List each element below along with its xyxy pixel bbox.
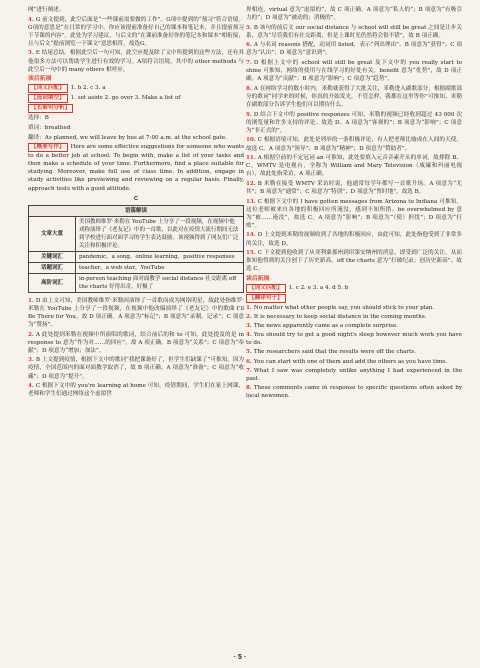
item-text: 界相连。virtual 意为“虚拟的”，故 C 项正确。A 项意为“私人的”；B 项意为“有吸引力的”；D 项意为“被动的；消极的”。 <box>246 7 462 22</box>
item-number: 4. <box>28 16 34 23</box>
vocab-match-tag: 【词义匹配】 <box>28 84 68 93</box>
item-number: 7. <box>246 60 252 67</box>
table-key: 高阶词汇 <box>29 273 76 292</box>
table-value: pandemic，a song，online learning，positive responses <box>76 251 244 262</box>
item-number: 4. <box>28 383 34 390</box>
item-number: 7. <box>246 367 252 374</box>
answer-item <box>28 16 244 48</box>
answer-item <box>246 249 462 273</box>
item-text: A 此处提到米勒在视频中所演唱的歌词，结合前后的和 to 可知，此处提及的是 in response to 意为“作为对……的回应”，故 A 项正确。B 项意为“关系”；C 项意为“奉献”；D 项意为“增加；加法”。 <box>28 331 244 354</box>
item-number: 14. <box>246 232 256 239</box>
translation-sentences <box>246 304 462 400</box>
vocab-match-tag-right: 【词义匹配】 <box>246 284 286 293</box>
translation-tag: 【翻译句子】 <box>246 294 286 303</box>
item-number: 6. <box>246 42 252 49</box>
vocab-match-line <box>28 84 244 93</box>
long-sentence-answer: 填词：breathed <box>28 124 71 131</box>
summary-text: Here are some effective suggestions for someone who wants to do a better job at school. To begin with, make a list of your tasks and then make a schedule of your time. Furthermore, find a place suitable for studying. Moreover, make full use of class time. In addition, engage in study activities like previewing and reviewing on a regular basis. Finally, approach tests with a good attitude. <box>28 144 244 192</box>
answer-item <box>246 24 462 40</box>
long-sentence-answer: 选择：B <box>28 115 49 122</box>
item-number: 4. <box>246 332 252 339</box>
answer-item <box>246 198 462 230</box>
left-answer-list <box>28 6 244 74</box>
table-row <box>29 216 244 251</box>
table-key: 关键词汇 <box>29 251 76 262</box>
section-c-answers <box>28 297 244 399</box>
item-text: D 上文提到米勒的视频收到了各地的积极回应，由此可知，此处指他受到了非常多的关注，故选 D。 <box>246 232 462 247</box>
item-text: D 结合下文中的 positive responses 可知，米勒的视频已经收到超过 43 000 次的浏览量和许多支持的评论。故选 D。A 项意为“客观的”；B 项意为“影响”；C 项意为“非正式的”。 <box>246 111 462 134</box>
item-text: B 上文提到疫情，根据下文中的歌词“我把课备好了，但学生们缺课了”可推知，因为疫情，全国范围内的面对面教学取消了，故 B 项正确。A 项意为“准备”；C 项意为“收藏”；D 项意为“提升”。 <box>28 357 244 380</box>
summary-tag: 【概要写作】 <box>28 143 68 152</box>
item-number: 5. <box>28 50 34 57</box>
table-key: 话题词汇 <box>29 262 76 273</box>
item-text: B 该句的前后文 our social distance 与 school will still be great 之间是让步关系，意为“尽管我们有社交距离，但是上课时光仍然将会很不错”，故 B 项正确。 <box>246 24 462 39</box>
item-number: 9. <box>246 111 252 118</box>
answer-item <box>246 331 462 347</box>
vocab-match-line-right <box>246 284 462 293</box>
section-title-extension: 读后拓展 <box>28 75 52 83</box>
answer-item <box>28 356 244 380</box>
item-number: 13. <box>246 198 256 205</box>
item-text: C 根据下文中的 I have gotten messages from Arizona to Indiana 可推知，这位老师被来自各地的积极回应所淹没，感到不知所措。be overwhelmed by 意为“被……淹没”，故选 C。A 项意为“影响”；B 项意为“（使）担忧”；D 项意为“打败”。 <box>246 198 462 229</box>
answer-item <box>28 6 244 14</box>
item-text: The news apparently came as a complete surprise. <box>253 323 398 330</box>
item-number: 15. <box>246 250 256 257</box>
answer-item <box>28 297 244 329</box>
item-text: What I saw was completely unlike anything I had experienced in the past. <box>246 367 462 382</box>
table-value: 美国教师维罗·米勒在 YouTube 上分享了一段视频，在视频中他戏称演绎了《老友记》中的一首歌，以此对在疫情大流行期间无法到学校进行面对面学习的学生表达鼓励。该视频得到了网友们广泛关注和积极评论。 <box>76 216 244 251</box>
item-text: You should try to get a good night's sleep however much work you have to do. <box>246 332 462 347</box>
answer-item <box>28 331 244 355</box>
long-sentence-answer: 翻译：As planned, we will leave by bus at 7:00 a.m. at the school gate. <box>28 134 227 141</box>
left-column <box>28 6 244 400</box>
long-sentence-line <box>28 104 244 113</box>
answer-item <box>246 348 462 356</box>
table-row <box>29 262 244 273</box>
item-text: These comments came in response to specific questions often asked by local newsmen. <box>246 384 462 399</box>
page-number: · 5 · <box>233 654 247 661</box>
item-text: D 由上文可知，美国教师维罗·米勒因演绎了一首歌而成为网络明星，故此处指维罗·米勒在 YouTube 上分享了一段视频，在视频中他改编演绎了《老友记》中的歌曲 I'll Be There for You。故 D 项正确。A 项意为“标记”；B 项意为“录制，记录”；C 项意为“赞扬”。 <box>28 297 244 328</box>
item-number: 11. <box>246 155 256 162</box>
item-text: It is necessary to keep social distance in the coming months. <box>253 314 427 321</box>
item-text: E 结尾总结。根据此空后一句可知，此空应提及除了文中所提到的这些方法，还有其他很多方法可以帮助学生进行有效的学习。A项符合语境，其中的 other methods 与此空后一句中的 many others 相呼应。 <box>28 50 244 73</box>
answer-item <box>246 6 462 22</box>
item-number: 6. <box>246 358 252 365</box>
phrase-fill-tag: 【选词填空】 <box>28 94 68 103</box>
section-title-extension-right: 读后拓展 <box>246 274 270 282</box>
phrase-fill-line <box>28 94 244 103</box>
translation-line <box>246 294 462 303</box>
table-key: 文章大意 <box>29 216 76 251</box>
item-number: 3. <box>28 357 34 364</box>
item-number: 2. <box>246 314 252 321</box>
answer-item <box>246 41 462 57</box>
table-row <box>29 273 244 292</box>
right-column <box>246 6 462 401</box>
answer-item <box>246 180 462 196</box>
item-number: 2. <box>28 331 34 338</box>
item-text: A 在网络学习的数小时内，米勒就获得了大批关注，米勒进入副歌部分，根据副歌部分的歌词“同学来的时候，你真的开始发光。不管怎样，我都在这里等你”可推知，米勒在副歌部分告诉学生他们可以期待什么。 <box>246 85 462 109</box>
item-text: C 根据语境可知，此处是列举的一条积极评论，有人把老师比喻成在人间的天使。故选 C。A 项意为“领导”；B 项意为“精神”；D 项意为“赞助者”。 <box>246 137 462 152</box>
table-value: in-person teaching 面对面教学 social distance 社交距离 off the charts 好得出奇，好极了 <box>76 273 244 292</box>
answer-item <box>246 322 462 330</box>
item-text: D 根据上文中的 school will still be great 及下文中的 you really start to shine 可推知，网络的使用与在线学习的好处有关。benefit 意为“优势”，故 D 项正确。A 项意为“贡献”；B 项意为“影响”；C 项意为“趋势”。 <box>246 60 462 83</box>
item-text: No matter what other people say, you should stick to your plan. <box>253 305 435 311</box>
table-row <box>29 251 244 262</box>
answer-item <box>246 111 462 135</box>
table-value: teacher，a web star，YouTube <box>76 262 244 273</box>
section-c-heading: C <box>133 195 139 202</box>
answer-item <box>246 358 462 366</box>
item-text: A 与名词 reasons 搭配，动词用 listed，表示“列出理由”。B 项意为“获得”；C 项意为“认出”；D 项意为“意识到”。 <box>246 42 462 57</box>
discourse-table-header: 语篇解读 <box>29 205 244 216</box>
item-text: G 前文提到，此空后面是“一些课前需要做的工作”。G项中提到的“预习”符合语境。G项的意思是“在日常的学习中，你应该提前准备好自己的课本和笔记本，并且提前预习下节课的内容”。此处为学习建议，与后文的“在课前准备好你的笔记本和课本”相衔接，且与后文“提前浏览一下课文”意思相符，故选G。 <box>28 16 244 47</box>
item-text: C 根据下文中的 you're learning at home 可知，疫情期间，学生们在家上网课，老师和学生们通过网络这个虚拟世 <box>28 383 244 398</box>
answer-item <box>28 382 244 398</box>
item-number: 10. <box>246 137 256 144</box>
right-answer-list <box>246 6 462 273</box>
vocab-match-answers-right: 1. c 2. e 3. a 4. d 5. b <box>288 285 349 291</box>
item-text: C 下文提到他收到了从亚利桑那州到印第安纳州的消息，即受到广泛的关注，从而推知他得到的关注创下了历史新高。off the charts 意为“打破纪录；创历史新高”。故选 C。 <box>246 250 462 273</box>
item-text: You can start with one of them and add the others as you have time. <box>253 358 448 365</box>
vocab-match-answers: 1. b 2. c 3. a <box>70 85 106 92</box>
discourse-table <box>28 205 244 293</box>
summary-paragraph <box>28 143 244 192</box>
answer-item <box>246 313 462 321</box>
long-sentence-tag: 【长难句分析】 <box>28 104 73 113</box>
answer-item <box>246 59 462 83</box>
item-text: The researchers said that the results were off the charts. <box>253 349 417 356</box>
phrase-fill-answers: 1. set aside 2. go over 3. Make a list of <box>70 95 181 102</box>
item-number: 8. <box>246 384 252 391</box>
answer-item <box>246 367 462 383</box>
answer-item <box>246 384 462 400</box>
answer-item <box>28 49 244 73</box>
answer-item <box>246 154 462 178</box>
item-number: 5. <box>246 349 252 356</box>
item-number: 1. <box>246 305 252 311</box>
item-number: 5. <box>246 24 252 31</box>
item-number: 8. <box>246 85 252 92</box>
item-number: 3. <box>246 323 252 330</box>
item-text: B 米勒在接受 WMTV 采访时说，他通常每学年都写一首歌升场。A 项意为“尤其”；B 项意为“通常”；C 项意为“特别”；D 项意为“暂时地”。故选 B。 <box>246 180 462 195</box>
answer-item <box>246 231 462 247</box>
answer-item <box>246 85 462 109</box>
answer-item <box>246 136 462 152</box>
item-text: A 根据空前的不定冠词 an 可推知，此处要填入元音音素开头的单词，故排除 B、C。WMTV 是电视台，全称为 William and Mary Television（威廉和玛丽电视台），故此处指采访，A 项正确。 <box>246 155 462 178</box>
answer-item <box>246 304 462 312</box>
item-text: 网”进行阐述。 <box>28 7 65 13</box>
long-sentence-answers <box>28 114 244 141</box>
item-number: 1. <box>28 297 34 304</box>
item-number: 12. <box>246 180 256 187</box>
